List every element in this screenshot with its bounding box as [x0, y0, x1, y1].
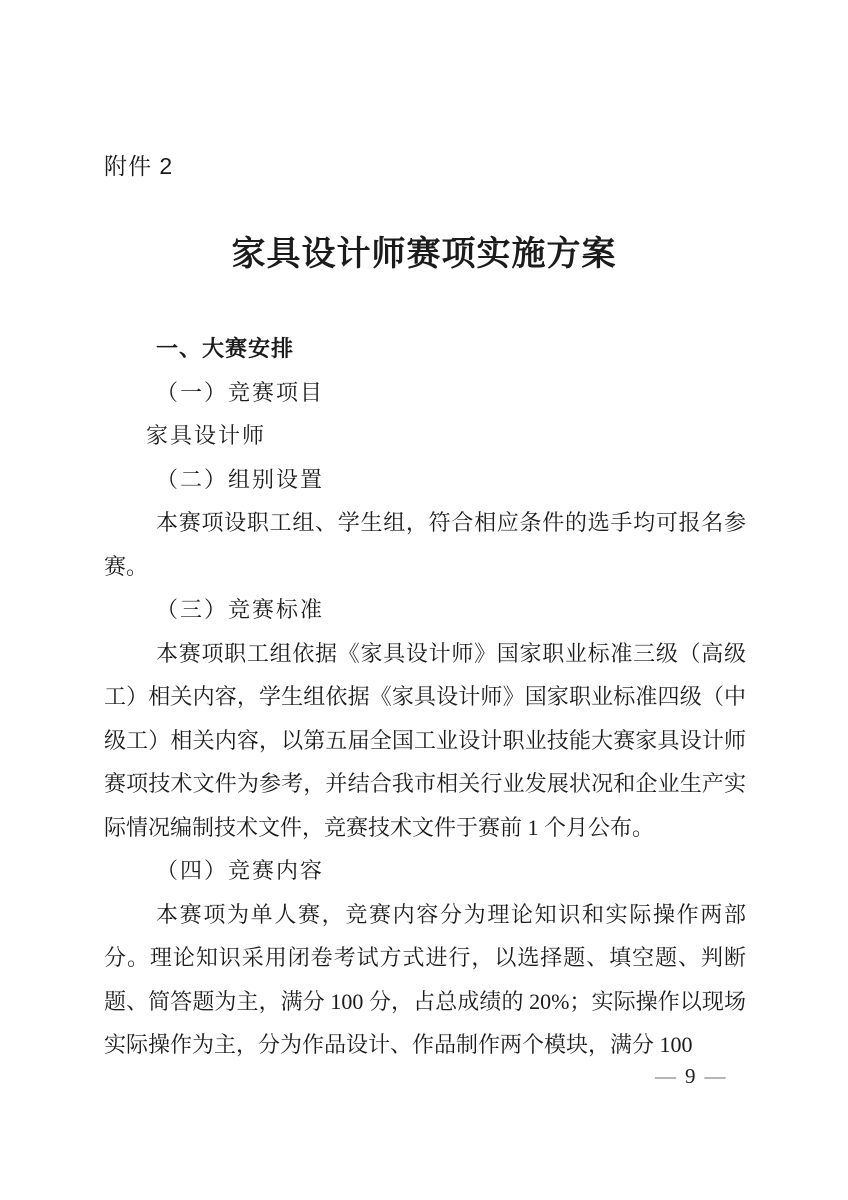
section-subheading: （四）竞赛内容 — [156, 858, 325, 883]
paragraph: 本赛项设职工组、学生组，符合相应条件的选手均可报名参赛。 — [104, 510, 746, 579]
page-number: 9 — [685, 1064, 696, 1088]
document-body — [104, 327, 746, 1067]
paragraph: 本赛项为单人赛，竞赛内容分为理论知识和实际操作两部分。理论知识采用闭卷考试方式进行，以选择题、填空题、判断题、简答题为主，满分 100 分，占总成绩的 20%；实际操作以现场实际操作为主，分为作品设计、作品制作两个模块，满分 100 — [104, 901, 746, 1057]
section-heading: 一、大赛安排 — [156, 336, 295, 361]
section-subheading: （一）竞赛项目 — [156, 379, 325, 405]
section-subheading: （二）组别设置 — [156, 466, 325, 492]
footer-dash-right: — — [704, 1064, 726, 1088]
section-subheading: （三）竞赛标准 — [156, 597, 325, 622]
page-footer — [646, 1064, 735, 1089]
paragraph: 家具设计师 — [146, 423, 267, 448]
paragraph: 本赛项职工组依据《家具设计师》国家职业标准三级（高级工）相关内容，学生组依据《家具设计师》国家职业标准四级（中级工）相关内容，以第五届全国工业设计职业技能大赛家具设计师赛项技术文件为参考，并结合我市相关行业发展状况和企业生产实际情况编制技术文件，竞赛技术文件于赛前 1 个月公布。 — [104, 640, 746, 840]
document-title: 家具设计师赛项实施方案 — [231, 236, 617, 273]
footer-dash-left: — — [655, 1064, 676, 1088]
attachment-label: 附件 2 — [104, 153, 174, 179]
